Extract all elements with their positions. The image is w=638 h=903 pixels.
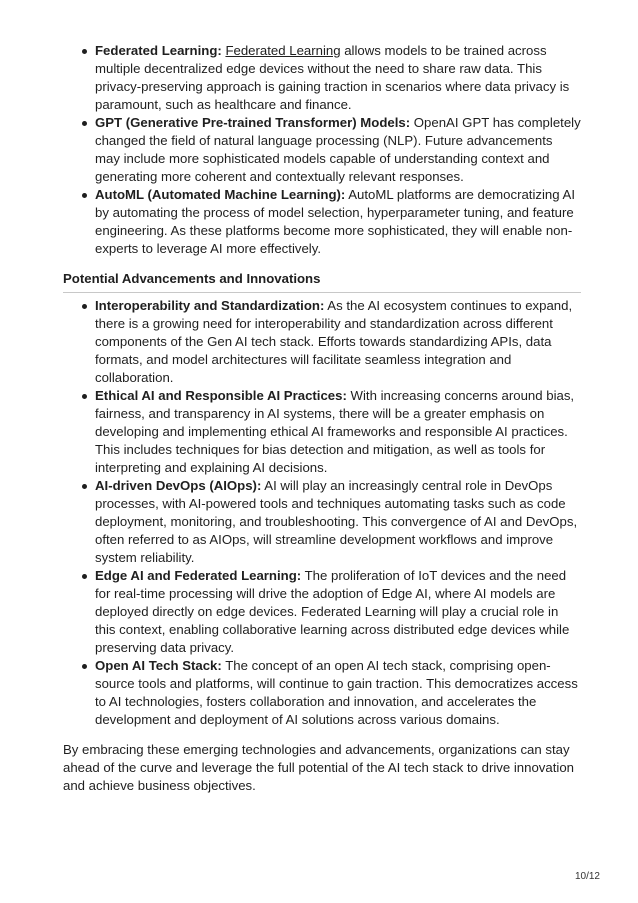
list-item-term: AI-driven DevOps (AIOps): (95, 478, 262, 493)
bullet-dot-icon (82, 193, 87, 198)
list-item-text: OpenAI GPT has completely changed the field of natural language processing (NLP). Future advancements may include more sophisticated models capable of understanding context and generating more coherent and contextually relevant responses. (95, 115, 581, 184)
list-item-text: With increasing concerns around bias, fairness, and transparency in AI systems, there will be a greater emphasis on developing and implementing ethical AI frameworks and responsible AI practices. This includes techniques for bias detection and mitigation, as well as tools for interpreting and explaining AI decisions. (95, 388, 575, 475)
bullet-dot-icon (82, 121, 87, 126)
federated-learning-link[interactable]: Federated Learning (225, 43, 341, 58)
list-item-federated-learning (95, 42, 581, 114)
closing-paragraph: By embracing these emerging technologies and advancements, organizations can stay ahead of the curve and leverage the full potential of the AI tech stack to drive innovation and achieve business objectives. (63, 742, 574, 793)
page-content (63, 42, 581, 795)
bullet-dot-icon (82, 574, 87, 579)
bullet-dot-icon (82, 304, 87, 309)
bullet-dot-icon (82, 394, 87, 399)
list-item-term: AutoML (Automated Machine Learning): (95, 187, 346, 202)
bullet-dot-icon (82, 484, 87, 489)
list-item-text: The concept of an open AI tech stack, comprising open-source tools and platforms, will continue to gain traction. This democratizes access to AI technologies, fosters collaboration and innovation, and accelerates the development and deployment of AI solutions across various domains. (95, 658, 578, 727)
list-item-automl (95, 186, 581, 258)
list-item-aiops (95, 477, 581, 567)
list-item-open-ai-tech-stack (95, 657, 581, 729)
page-number: 10/12 (574, 871, 600, 882)
advancements-list (63, 297, 581, 729)
list-item-text: The proliferation of IoT devices and the need for real-time processing will drive the adoption of Edge AI, where AI models are deployed directly on edge devices. Federated Learning will play a crucial role in this context, enabling collaborative learning across distributed edge devices while preserving data privacy. (95, 568, 570, 655)
list-item-text: allows models to be trained across multiple decentralized edge devices without the need to share raw data. This privacy-preserving approach is gaining traction in scenarios where data privacy is paramount, such as healthcare and finance. (95, 43, 570, 112)
list-item-text: As the AI ecosystem continues to expand, there is a growing need for interoperability and standardization across different components of the Gen AI tech stack. Efforts towards standardizing APIs, data formats, and model architectures will facilitate seamless integration and collaboration. (95, 298, 573, 385)
list-item-term: Edge AI and Federated Learning: (95, 568, 302, 583)
bullet-dot-icon (82, 664, 87, 669)
list-item-term: Federated Learning: (95, 43, 222, 58)
list-item-term: Open AI Tech Stack: (95, 658, 222, 673)
list-item-interoperability (95, 297, 581, 387)
list-item-term: GPT (Generative Pre-trained Transformer) Models: (95, 115, 411, 130)
list-item-gpt-models (95, 114, 581, 186)
section-heading: Potential Advancements and Innovations (63, 270, 581, 293)
list-item-edge-ai (95, 567, 581, 657)
list-item-term: Interoperability and Standardization: (95, 298, 325, 313)
list-item-text: AutoML platforms are democratizing AI by automating the process of model selection, hyperparameter tuning, and feature engineering. As these platforms become more sophisticated, they will enable non-experts to leverage AI more effectively. (95, 187, 575, 256)
list-item-ethical-ai (95, 387, 581, 477)
bullet-dot-icon (82, 49, 87, 54)
list-item-text: AI will play an increasingly central role in DevOps processes, with AI-powered tools and techniques automating tasks such as code deployment, monitoring, and troubleshooting. This convergence of AI and DevOps, often referred to as AIOps, will streamline development workflows and improve system reliability. (95, 478, 578, 565)
technology-list (63, 42, 581, 258)
list-item-term: Ethical AI and Responsible AI Practices: (95, 388, 347, 403)
